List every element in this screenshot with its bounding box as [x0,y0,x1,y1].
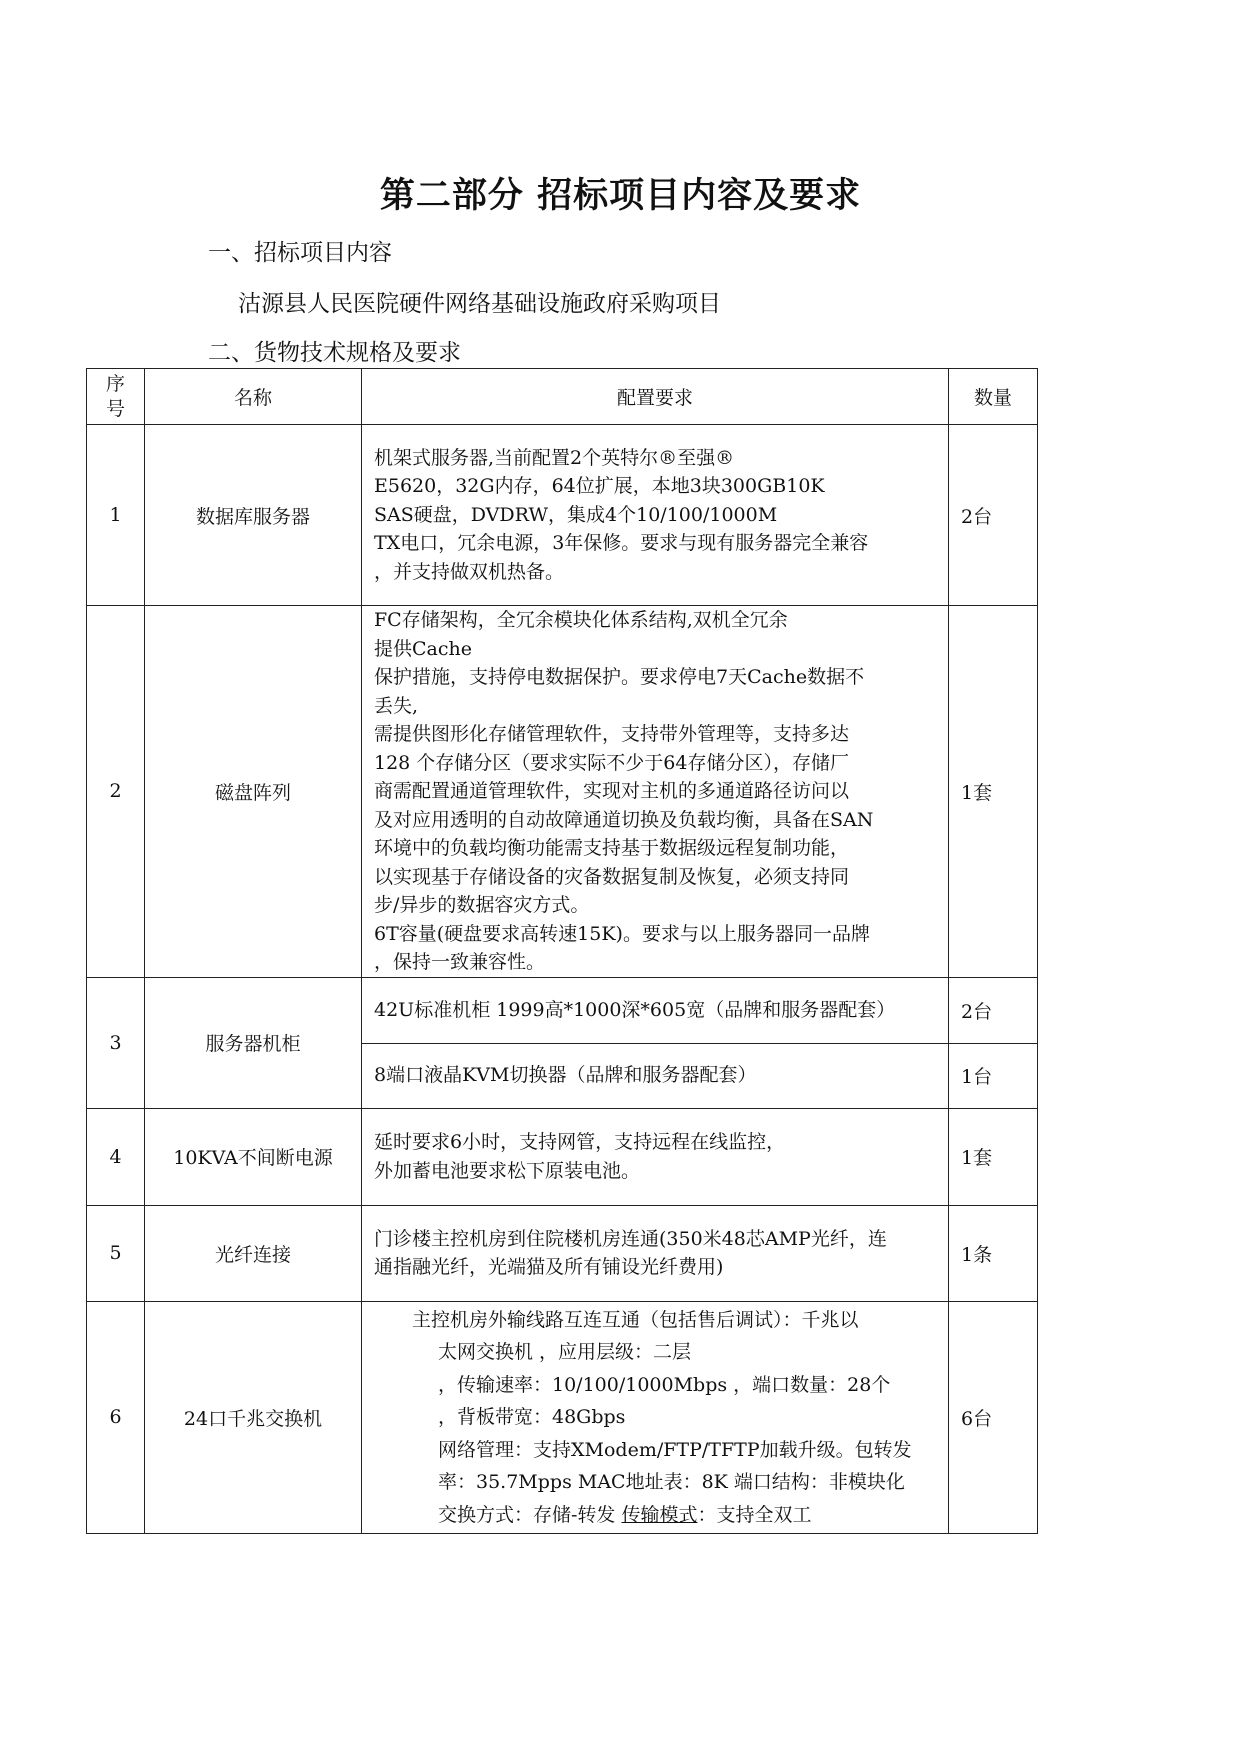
row-config [362,1205,949,1301]
row-qty: 6台 [949,1301,1038,1534]
config-line: 步/异步的数据容灾方式。 [374,894,590,916]
config-line: 环境中的负载均衡功能需支持基于数据级远程复制功能， [374,837,850,859]
config-line: 128 个存储分区（要求实际不少于64存储分区），存储厂 [374,751,849,774]
header-qty: 数量 [949,369,1038,425]
row-config [362,1108,949,1205]
row-qty: 1条 [949,1205,1038,1301]
config-line: 太网交换机 ，应用层级：二层 [438,1341,692,1363]
project-name: 沽源县人民医院硬件网络基础设施政府采购项目 [238,291,721,317]
config-line: 提供Cache [374,637,472,660]
config-line: ，并支持做双机热备。 [374,560,565,583]
config-line: 6T容量(硬盘要求高转速15K)。要求与以上服务器同一品牌 [374,922,870,945]
row-config: 8端口液晶KVM切换器（品牌和服务器配套） [362,1043,949,1108]
config-line: TX电口，冗余电源，3年保修。要求与现有服务器完全兼容 [374,532,869,555]
row-config [362,1301,949,1534]
header-name: 名称 [145,369,362,425]
table-row [87,606,1038,978]
row-config: 42U标准机柜 1999高*1000深*605宽（品牌和服务器配套） [362,977,949,1043]
row-no: 5 [87,1205,145,1301]
config-line: FC存储架构，全冗余模块化体系结构,双机全冗余 [374,609,788,631]
config-line: 商需配置通道管理软件，实现对主机的多通道路径访问以 [374,780,850,802]
underlined-term: 传输模式 [621,1503,698,1526]
row-name: 24口千兆交换机 [145,1301,362,1534]
row-name: 数据库服务器 [145,425,362,606]
row-qty: 1套 [949,1108,1038,1205]
config-line: 交换方式：存储-转发 传输模式：支持全双工 [438,1503,812,1526]
row-no: 3 [87,977,145,1108]
table-row [87,1301,1038,1534]
row-no: 2 [87,606,145,978]
config-line: ，背板带宽：48Gbps [438,1406,626,1428]
row-name: 磁盘阵列 [145,606,362,978]
row-config [362,606,949,978]
config-line: 机架式服务器,当前配置2个英特尔®至强® [374,446,735,469]
config-line: 需提供图形化存储管理软件，支持带外管理等，支持多达 [374,723,850,745]
config-line: 通指融光纤，光端猫及所有铺设光纤费用) [374,1256,724,1278]
config-line: SAS硬盘，DVDRW，集成4个10/100/1000M [374,503,778,526]
config-line: 门诊楼主控机房到住院楼机房连通(350米48芯AMP光纤，连 [374,1227,887,1250]
config-line: 丢失, [374,694,419,717]
config-line: ，保持一致兼容性。 [374,951,546,973]
header-no: 序 号 [87,369,145,425]
row-qty: 2台 [949,425,1038,606]
config-line: 主控机房外输线路互连互通（包括售后调试）：千兆以 [412,1308,859,1331]
config-line: 以实现基于存储设备的灾备数据复制及恢复，必须支持同 [374,865,850,888]
row-qty: 1台 [949,1043,1038,1108]
header-config: 配置要求 [362,369,949,425]
config-line: 网络管理：支持XModem/FTP/TFTP加载升级。包转发 [438,1438,912,1461]
table-row [87,977,1038,1043]
table-header-row [87,369,1038,425]
row-name: 光纤连接 [145,1205,362,1301]
config-line: 外加蓄电池要求松下原装电池。 [374,1159,641,1182]
row-no: 4 [87,1108,145,1205]
row-name: 10KVA不间断电源 [145,1108,362,1205]
section-heading-specs: 二、货物技术规格及要求 [208,340,461,366]
config-line: E5620，32G内存，64位扩展，本地3块300GB10K [374,475,825,498]
table-row [87,1108,1038,1205]
row-qty: 1套 [949,606,1038,978]
row-name: 服务器机柜 [145,977,362,1108]
row-qty: 2台 [949,977,1038,1043]
section-heading-project-content: 一、招标项目内容 [208,240,392,266]
config-line: ，传输速率：10/100/1000Mbps ，端口数量：28个 [438,1373,891,1396]
row-no: 6 [87,1301,145,1534]
config-line: 率：35.7Mpps MAC地址表：8K 端口结构：非模块化 [438,1471,905,1493]
config-line: 延时要求6小时，支持网管，支持远程在线监控， [374,1131,786,1153]
row-config [362,425,949,606]
page-title: 第二部分 招标项目内容及要求 [379,176,862,216]
spec-table [86,368,1038,1534]
config-line: 及对应用透明的自动故障通道切换及负载均衡，具备在SAN [374,808,874,831]
config-line: 保护措施，支持停电数据保护。要求停电7天Cache数据不 [374,666,865,688]
row-no: 1 [87,425,145,606]
table-row [87,425,1038,606]
table-row [87,1205,1038,1301]
